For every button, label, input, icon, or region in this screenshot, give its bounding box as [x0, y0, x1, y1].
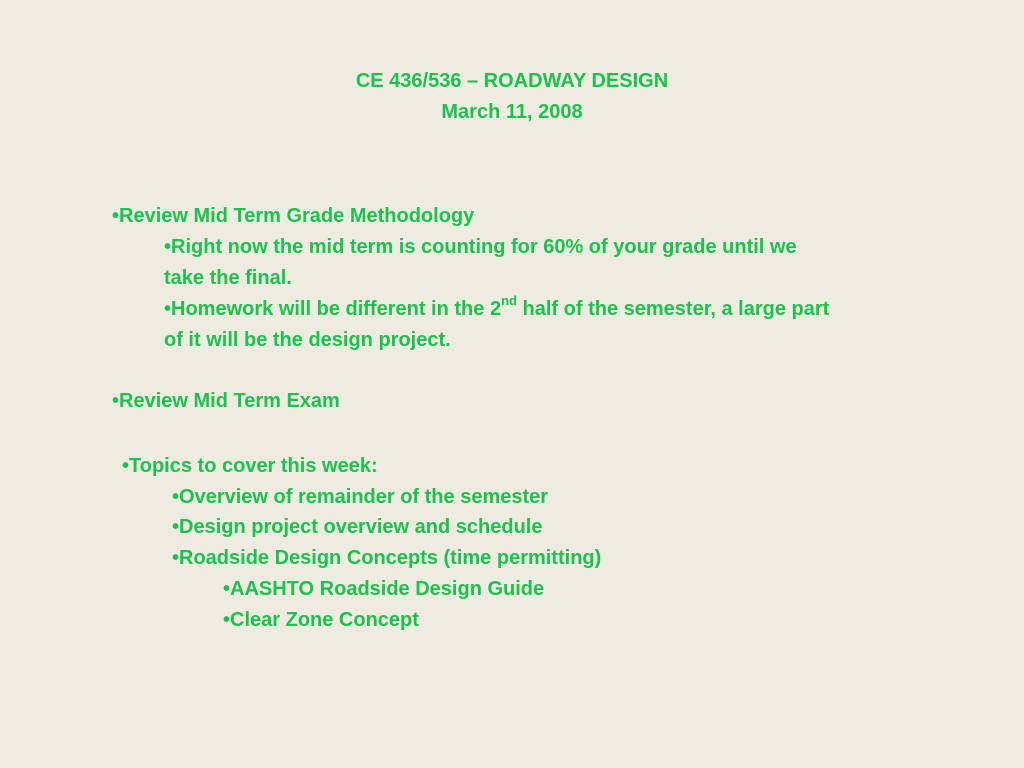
bullet-text: AASHTO Roadside Design Guide — [230, 578, 545, 600]
bullet-text: Right now the mid term is counting for 60% of your grade until we — [171, 236, 797, 258]
bullet-glyph: • — [223, 578, 231, 600]
bullet-text-cont: half of the semester, a large part — [516, 298, 830, 320]
sub-bullet-midterm-weight — [164, 232, 797, 263]
bullet-glyph: • — [223, 609, 231, 631]
sub-bullet-roadside-concepts — [172, 543, 601, 574]
course-title: CE 436/536 – ROADWAY DESIGN — [355, 70, 669, 92]
slide-date: March 11, 2008 — [441, 101, 583, 123]
bullet-text: Roadside Design Concepts (time permitting) — [179, 547, 602, 569]
sub-bullet-overview — [172, 482, 548, 513]
sub-sub-bullet-clear-zone — [223, 605, 419, 636]
sub-sub-bullet-aashto — [223, 574, 544, 605]
bullet-glyph: • — [164, 236, 172, 258]
sub-bullet-midterm-weight-cont: take the final. — [164, 267, 292, 289]
bullet-glyph: • — [122, 455, 130, 477]
bullet-glyph: • — [112, 205, 120, 227]
bullet-text: Design project overview and schedule — [179, 516, 543, 538]
bullet-review-exam — [112, 386, 340, 417]
sub-bullet-homework-cont: of it will be the design project. — [164, 329, 451, 351]
sub-bullet-homework — [164, 294, 829, 325]
bullet-glyph: • — [164, 298, 172, 320]
sub-bullet-design-project — [172, 512, 542, 543]
bullet-text: Review Mid Term Grade Methodology — [119, 205, 475, 227]
bullet-text: Topics to cover this week: — [129, 455, 378, 477]
bullet-text: Review Mid Term Exam — [119, 390, 340, 412]
bullet-text: Overview of remainder of the semester — [179, 486, 549, 508]
superscript-nd: nd — [501, 293, 517, 309]
bullet-text: Homework will be different in the 2 — [171, 298, 502, 320]
bullet-glyph: • — [172, 516, 180, 538]
bullet-glyph: • — [172, 547, 180, 569]
bullet-text: Clear Zone Concept — [230, 609, 419, 631]
slide-title — [0, 66, 1024, 128]
bullet-glyph: • — [172, 486, 180, 508]
bullet-glyph: • — [112, 390, 120, 412]
bullet-review-grade-methodology — [112, 201, 474, 232]
bullet-topics — [122, 451, 378, 482]
